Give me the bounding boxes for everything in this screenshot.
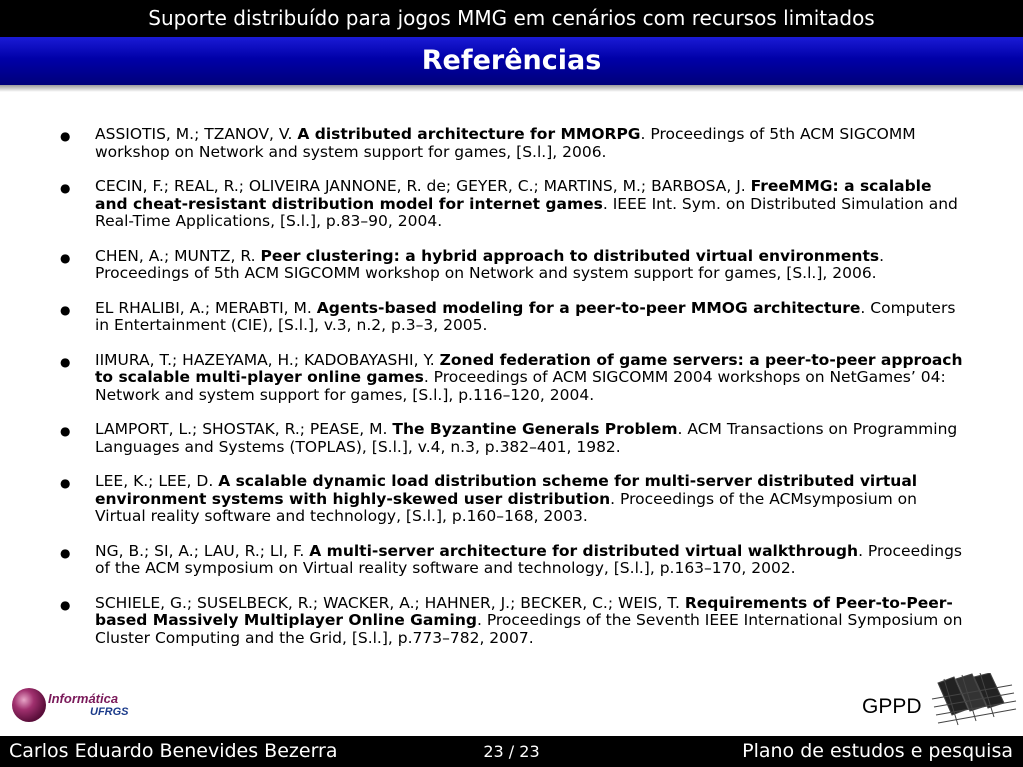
slide-title: Referências	[0, 37, 1023, 85]
reference-item	[60, 421, 965, 456]
footer-subtitle: Plano de estudos e pesquisa	[742, 740, 1013, 762]
footer-bar	[0, 736, 1023, 767]
informatica-ufrgs-logo	[10, 685, 140, 725]
reference-authors: CHEN, A.; MUNTZ, R.	[95, 246, 261, 265]
reference-details: . Proceedings of the Seventh IEEE International Symposium on Cluster Computing and the Grid, [S.l.], p.773–782, 2007.	[95, 611, 963, 647]
reference-title: A distributed architecture for MMORPG	[297, 125, 641, 143]
reference-item	[60, 300, 965, 335]
reference-title: A multi-server architecture for distributed virtual walkthrough	[309, 541, 859, 560]
bullet-icon: ●	[60, 250, 71, 265]
bullet-icon: ●	[60, 129, 71, 143]
reference-title: A scalable dynamic load distribution scheme for multi-server distributed virtual environment systems with highly-skewed user distribution	[95, 472, 918, 508]
reference-details: . Proceedings of 5th ACM SIGCOMM workshop on Network and system support for games, [S.l.], 2006.	[95, 125, 916, 161]
grid-chips-icon	[932, 673, 1016, 725]
bullet-icon: ●	[60, 424, 71, 438]
reference-item	[60, 248, 965, 283]
bullet-icon: ●	[60, 545, 71, 560]
gppd-logo-text: GPPD	[862, 695, 922, 718]
gppd-logo	[862, 673, 1017, 728]
bullet-icon: ●	[60, 597, 71, 612]
reference-item	[60, 543, 965, 578]
reference-title: FreeMMG: a scalable and cheat-resistant distribution model for internet games	[95, 177, 932, 213]
reference-item	[60, 473, 965, 526]
reference-details: . Proceedings of ACM SIGCOMM 2004 workshops on NetGames’ 04: Network and system support for games, [S.l.], p.116–120, 2004.	[95, 368, 946, 404]
reference-title: Zoned federation of game servers: a peer-to-peer approach to scalable multi-player online games	[95, 350, 963, 386]
talk-title: Suporte distribuído para jogos MMG em cenários com recursos limitados	[0, 0, 1023, 37]
reference-item	[60, 595, 965, 648]
reference-details: . Computers in Entertainment (CIE), [S.l.], v.3, n.2, p.3–3, 2005.	[95, 298, 956, 334]
reference-authors: NG, B.; SI, A.; LAU, R.; LI, F.	[95, 541, 310, 560]
reference-details: . Proceedings of 5th ACM SIGCOMM workshop on Network and system support for games, [S.l.], 2006.	[95, 246, 885, 282]
reference-details: . ACM Transactions on Programming Languages and Systems (TOPLAS), [S.l.], v.4, n.3, p.382–401, 1982.	[95, 420, 958, 456]
footer-author: Carlos Eduardo Benevides Bezerra	[9, 740, 338, 762]
bullet-icon: ●	[60, 181, 71, 195]
reference-authors: SCHIELE, G.; SUSELBECK, R.; WACKER, A.; HAHNER, J.; BECKER, C.; WEIS, T.	[95, 593, 685, 612]
reference-authors: EL RHALIBI, A.; MERABTI, M.	[95, 298, 317, 317]
bullet-icon: ●	[60, 476, 71, 490]
reference-authors: LEE, K.; LEE, D.	[95, 472, 219, 490]
reference-authors: LAMPORT, L.; SHOSTAK, R.; PEASE, M.	[95, 420, 393, 438]
reference-authors: ASSIOTIS, M.; TZANOV, V.	[95, 125, 298, 143]
title-shadow	[0, 85, 1023, 92]
bullet-icon: ●	[60, 302, 71, 317]
ufrgs-logo-text: UFRGS	[90, 706, 129, 718]
reference-item	[60, 178, 965, 231]
reference-details: . Proceedings of the ACMsymposium on Virtual reality software and technology, [S.l.], p.160–168, 2003.	[95, 489, 917, 525]
reference-item	[60, 352, 965, 405]
reference-title: The Byzantine Generals Problem	[392, 420, 678, 438]
reference-authors: IIMURA, T.; HAZEYAMA, H.; KADOBAYASHI, Y.	[95, 350, 440, 369]
reference-item	[60, 126, 965, 161]
reference-details: . Proceedings of the ACM symposium on Virtual reality software and technology, [S.l.], p.163–170, 2002.	[95, 541, 962, 577]
logo-sphere-icon	[12, 688, 46, 722]
reference-details: . IEEE Int. Sym. on Distributed Simulation and Real-Time Applications, [S.l.], p.83–90, 2004.	[95, 194, 958, 230]
reference-title: Requirements of Peer-to-Peer-based Massively Multiplayer Online Gaming	[95, 593, 953, 629]
reference-title: Peer clustering: a hybrid approach to distributed virtual environments	[260, 246, 880, 265]
reference-list	[60, 126, 965, 664]
reference-title: Agents-based modeling for a peer-to-peer MMOG architecture	[316, 298, 861, 317]
informatica-logo-text: Informática	[48, 691, 119, 706]
page-number: 23 / 23	[483, 742, 540, 761]
bullet-icon: ●	[60, 354, 71, 369]
reference-authors: CECIN, F.; REAL, R.; OLIVEIRA JANNONE, R. de; GEYER, C.; MARTINS, M.; BARBOSA, J.	[95, 177, 751, 195]
